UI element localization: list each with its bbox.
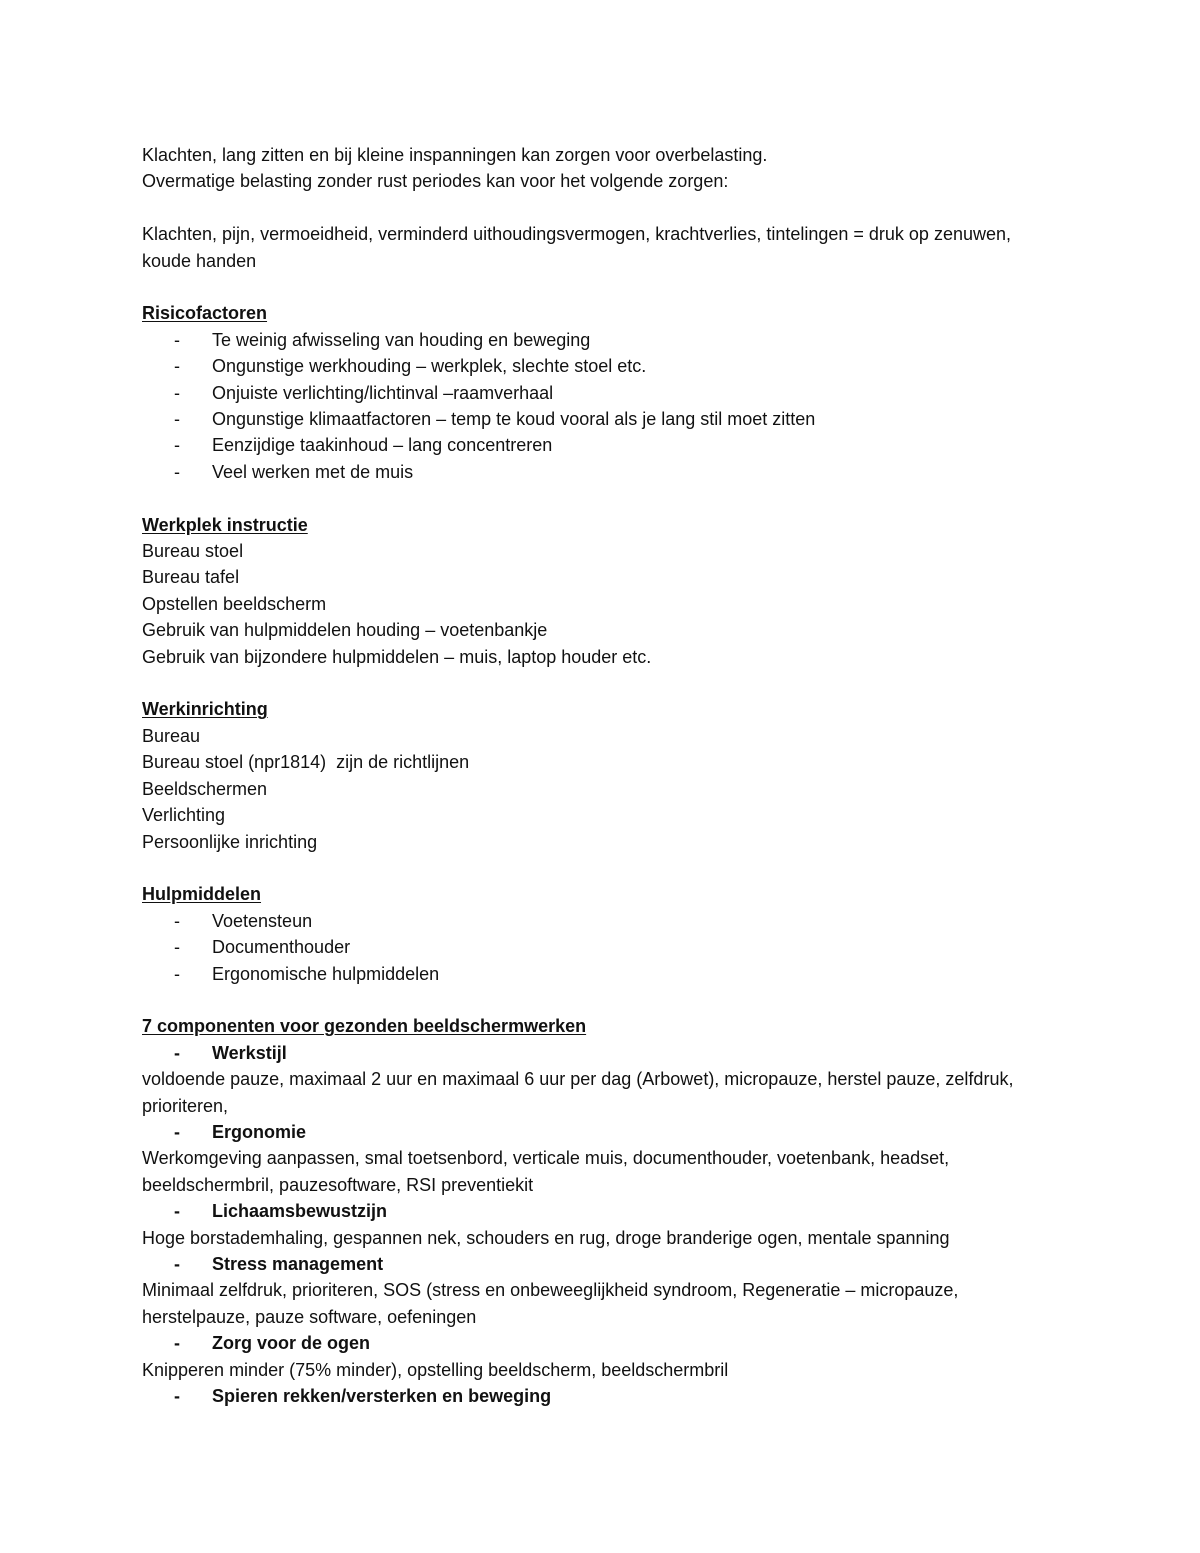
list-item-text: Ongunstige werkhouding – werkplek, slechte stoel etc. [212,356,647,377]
dash-bullet: - [174,1253,180,1274]
componenten-heading: 7 componenten voor gezonden beeldschermwerken [142,1016,587,1037]
component-text: Knipperen minder (75% minder), opstelling beeldscherm, beeldschermbril [142,1359,729,1380]
dash-bullet: - [174,1386,180,1406]
component-title [142,1119,1042,1145]
list-item-text: Documenthouder [212,937,351,958]
list-item-text: Voetensteun [212,910,313,931]
dash-bullet: - [174,1201,180,1222]
dash-bullet: - [174,1042,180,1063]
list-item-text: Te weinig afwisseling van houding en beweging [212,329,591,350]
dash-bullet: - [174,910,180,931]
component-text: voldoende pauze, maximaal 2 uur en maximaal 6 uur per dag (Arbowet), micropauze, herstel pauze, zelfdruk, prioriteren, [142,1069,1014,1116]
component-text: Minimaal zelfdruk, prioriteren, SOS (stress en onbeweeglijkheid syndroom, Regeneratie – micropauze, herstelpauze, pauze software, oefeningen [142,1280,959,1327]
list-item-text: Ongunstige klimaatfactoren – temp te koud vooral als je lang stil moet zitten [212,409,816,430]
list-item [142,934,1042,960]
component-title [142,1198,1042,1224]
component-text: Hoge borstademhaling, gespannen nek, schouders en rug, droge branderige ogen, mentale spanning [142,1227,950,1248]
spacer [142,987,1042,1013]
spacer [142,195,1042,221]
spacer [142,670,1042,696]
component-text: Werkomgeving aanpassen, smal toetsenbord, verticale muis, documenthouder, voetenbank, headset, beeldschermbril, pauzesoftware, RSI preventiekit [142,1148,950,1195]
text-line: Persoonlijke inrichting [142,831,318,852]
component-title-text: Spieren rekken/versterken en beweging [212,1386,552,1406]
dash-bullet: - [174,435,180,456]
list-item-text: Ergonomische hulpmiddelen [212,963,440,984]
text-line: Bureau [142,725,201,746]
dash-bullet: - [174,937,180,958]
component-title-text: Stress management [212,1253,384,1274]
intro-line-1: Klachten, lang zitten en bij kleine inspanningen kan zorgen voor overbelasting. [142,145,768,165]
risicofactoren-list [142,327,1042,485]
list-item-text: Onjuiste verlichting/lichtinval –raamverhaal [212,382,554,403]
component-title-text: Ergonomie [212,1121,307,1142]
hulpmiddelen-list [142,908,1042,987]
dash-bullet: - [174,1121,180,1142]
text-line: Bureau stoel (npr1814) zijn de richtlijnen [142,752,470,773]
list-item [142,406,1042,432]
complaints-paragraph: Klachten, pijn, vermoeidheid, verminderd uithoudingsvermogen, krachtverlies, tintelingen = druk op zenuwen, koude handen [142,224,1011,271]
text-line: Bureau tafel [142,567,240,588]
spacer [142,485,1042,511]
component-title [142,1330,1042,1356]
component-title-text: Zorg voor de ogen [212,1333,371,1354]
risicofactoren-heading: Risicofactoren [142,303,268,324]
document-page [142,142,1042,1409]
component-title [142,1040,1042,1066]
list-item [142,327,1042,353]
text-line: Gebruik van bijzondere hulpmiddelen – muis, laptop houder etc. [142,646,652,667]
dash-bullet: - [174,1333,180,1354]
list-item-text: Veel werken met de muis [212,461,414,482]
dash-bullet: - [174,382,180,403]
list-item [142,961,1042,987]
text-line: Verlichting [142,805,226,826]
dash-bullet: - [174,329,180,350]
spacer [142,274,1042,300]
component-title-text: Werkstijl [212,1042,287,1063]
dash-bullet: - [174,963,180,984]
list-item [142,908,1042,934]
list-item [142,432,1042,458]
hulpmiddelen-heading: Hulpmiddelen [142,884,262,905]
list-item-text: Eenzijdige taakinhoud – lang concentreren [212,435,553,456]
werkplek-instructie-heading: Werkplek instructie [142,514,308,535]
list-item [142,380,1042,406]
dash-bullet: - [174,356,180,377]
dash-bullet: - [174,409,180,430]
component-title-text: Lichaamsbewustzijn [212,1201,388,1222]
text-line: Beeldschermen [142,778,268,799]
werkinrichting-heading: Werkinrichting [142,699,268,720]
list-item [142,459,1042,485]
dash-bullet: - [174,461,180,482]
component-title [142,1251,1042,1277]
component-title [142,1383,1042,1409]
spacer [142,855,1042,881]
text-line: Gebruik van hulpmiddelen houding – voetenbankje [142,620,548,641]
list-item [142,353,1042,379]
text-line: Opstellen beeldscherm [142,593,327,614]
text-line: Bureau stoel [142,541,244,562]
intro-line-2: Overmatige belasting zonder rust periodes kan voor het volgende zorgen: [142,171,729,192]
